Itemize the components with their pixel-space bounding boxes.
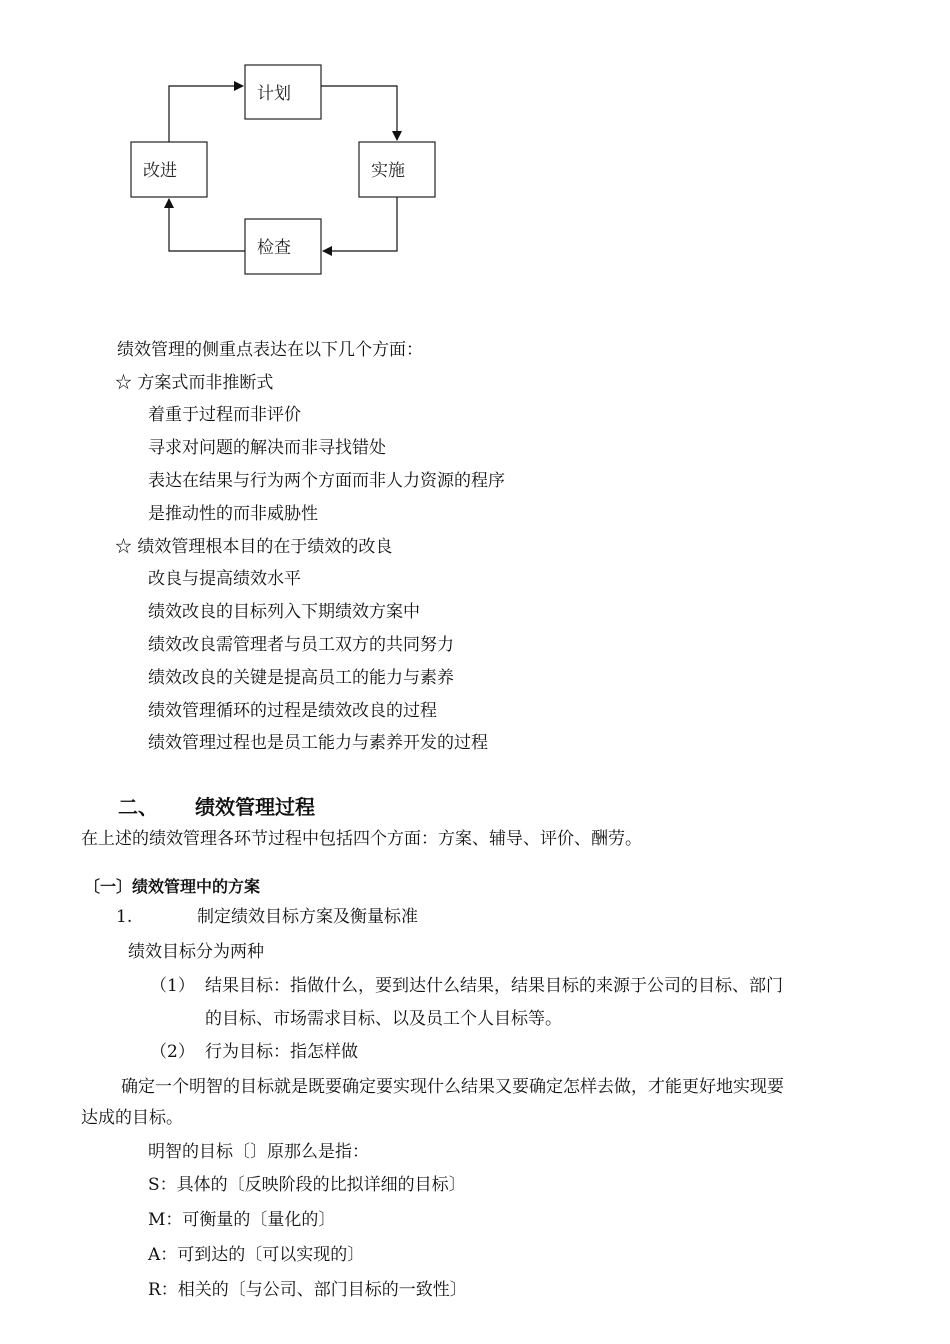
point1-item: 寻求对问题的解决而非寻找错处 [148,438,386,458]
smart-intro: 明智的目标〔〕原那么是指： [148,1142,369,1162]
improve-label: 改进 [143,161,177,181]
point2-item: 绩效管理过程也是员工能力与素养开发的过程 [148,733,488,753]
point1-item: 是推动性的而非威胁性 [148,504,318,524]
type2-marker: （2） [150,1042,195,1062]
intro-text: 绩效管理的侧重点表达在以下几个方面： [117,340,423,360]
section-number: 二、 [118,795,158,819]
paragraph-line2: 达成的目标。 [81,1108,183,1128]
point2-item: 绩效改良需管理者与员工双方的共同努力 [148,635,454,655]
point2-item: 绩效改良的关键是提高员工的能力与素养 [148,668,454,688]
point2-item: 改良与提高绩效水平 [148,569,301,589]
point2-item: 绩效改良的目标列入下期绩效方案中 [148,602,420,622]
goal-types-intro: 绩效目标分为两种 [128,942,264,962]
arrow-plan-to-implement [321,86,397,140]
arrow-check-to-improve [169,199,245,251]
type1-text-line2: 的目标、市场需求目标、以及员工个人目标等。 [205,1009,562,1029]
paragraph-line1: 确定一个明智的目标就是既要确定要实现什么结果又要确定怎样去做，才能更好地实现要 [121,1077,784,1097]
arrow-improve-to-plan [169,86,243,142]
section-title: 绩效管理过程 [195,795,315,819]
smart-item: A：可到达的〔可以实现的〕 [148,1245,365,1265]
smart-item: R：相关的〔与公司、部门目标的一致性〕 [148,1280,467,1300]
check-label: 检查 [257,238,291,258]
section-intro: 在上述的绩效管理各环节过程中包括四个方面：方案、辅导、评价、酬劳。 [81,829,642,849]
type2-text: 行为目标：指怎样做 [205,1042,358,1062]
type1-text-line1: 结果目标：指做什么，要到达什么结果，结果目标的来源于公司的目标、部门 [205,976,783,996]
pdca-cycle-diagram [0,0,950,300]
smart-item: M：可衡量的〔量化的〕 [148,1210,336,1230]
item-title: 制定绩效目标方案及衡量标准 [197,907,418,927]
subsection-title: 〔一〕绩效管理中的方案 [84,877,261,896]
implement-label: 实施 [371,161,405,181]
arrow-implement-to-check [323,197,397,251]
point2-title: ☆ 绩效管理根本目的在于绩效的改良 [115,537,393,557]
point2-item: 绩效管理循环的过程是绩效改良的过程 [148,701,437,721]
point1-title: ☆ 方案式而非推断式 [115,373,274,393]
plan-label: 计划 [257,84,291,104]
point1-item: 表达在结果与行为两个方面而非人力资源的程序 [148,471,505,491]
point1-item: 着重于过程而非评价 [148,405,301,425]
type1-marker: （1） [150,976,195,996]
item-number: 1. [116,907,133,927]
smart-item: S：具体的〔反映阶段的比拟详细的目标〕 [148,1175,466,1195]
